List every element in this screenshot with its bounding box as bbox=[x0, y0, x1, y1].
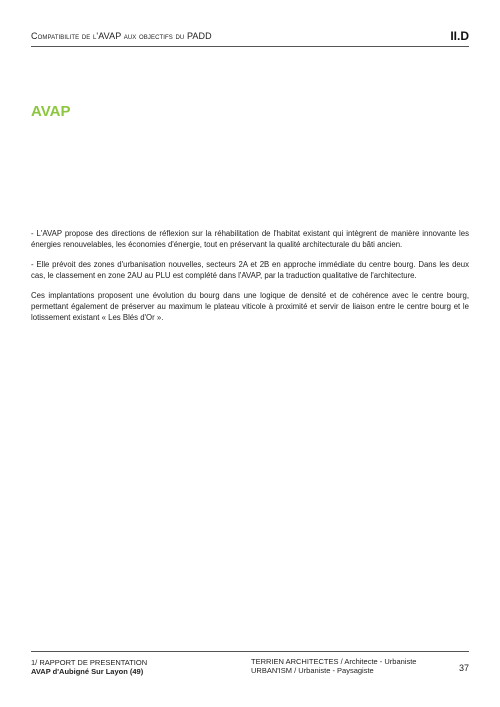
paragraph: - L'AVAP propose des directions de réflexion sur la réhabilitation de l'habitat existant qui intègrent de manière innovante les énergies renouvelables, les économies d'énergie, tout en préservant la qualité architecturale du bâti ancien. bbox=[31, 229, 469, 249]
footer-report bbox=[31, 658, 147, 676]
header-title: Compatibilite de l'AVAP aux objectifs du PADD bbox=[31, 31, 212, 41]
paragraph: Ces implantations proposent une évolution du bourg dans une logique de densité et de cohérence avec le centre bourg, permettant également de préserver au maximum le plateau viticole à proximité et servir de liaison entre le centre bourg et le lotissement existant « Les Blés d'Or ». bbox=[31, 291, 469, 322]
page-number: 37 bbox=[458, 663, 469, 673]
credit-line: URBAN'ISM / Urbaniste - Paysagiste bbox=[251, 666, 374, 675]
report-title: AVAP d'Aubigné Sur Layon (49) bbox=[31, 667, 144, 676]
credit-line: TERRIEN ARCHITECTES / Architecte - Urbaniste bbox=[251, 657, 417, 666]
section-code: II.D bbox=[450, 29, 469, 43]
page-header bbox=[31, 28, 469, 47]
report-label: 1/ RAPPORT DE PRESENTATION bbox=[31, 658, 148, 667]
section-title: AVAP bbox=[31, 103, 71, 120]
page-footer bbox=[31, 651, 469, 678]
body-text bbox=[31, 229, 469, 333]
paragraph: - Elle prévoit des zones d'urbanisation nouvelles, secteurs 2A et 2B en approche immédiate du centre bourg. Dans les deux cas, le classement en zone 2AU au PLU est complété dans l'AVAP, par la traduction qualitative de l'architecture. bbox=[31, 260, 469, 280]
footer-credits bbox=[251, 657, 416, 675]
